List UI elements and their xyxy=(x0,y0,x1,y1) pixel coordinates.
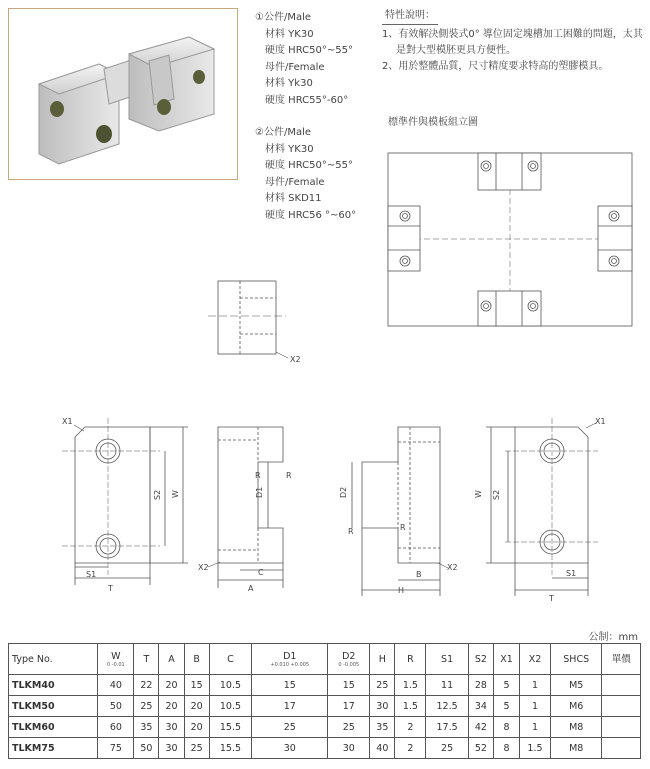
table-cell: 1.5 xyxy=(395,675,426,696)
col-price: 單價 xyxy=(602,644,641,675)
spec-line: 硬度 HRC50°~55° xyxy=(265,160,353,171)
table-cell: 8 xyxy=(493,717,519,738)
female-front-view-drawing xyxy=(486,418,598,596)
label-a: A xyxy=(248,584,254,593)
table-cell: 52 xyxy=(468,738,493,759)
female-side-view-drawing xyxy=(352,427,448,596)
table-cell: 11 xyxy=(426,675,469,696)
table-cell: 2 xyxy=(395,738,426,759)
table-cell: 20 xyxy=(184,696,209,717)
col-t: T xyxy=(134,644,159,675)
table-cell: 30 xyxy=(370,696,395,717)
table-cell: 15.5 xyxy=(209,738,252,759)
table-cell: 40 xyxy=(98,675,134,696)
table-cell xyxy=(602,738,641,759)
table-cell: 25 xyxy=(370,675,395,696)
table-cell: 34 xyxy=(468,696,493,717)
feature-item-2: 2、用於整體品質，尺寸精度要求特高的塑膠模具。 xyxy=(382,61,609,72)
col-x2: X2 xyxy=(520,644,551,675)
table-cell: 1 xyxy=(520,675,551,696)
table-cell: 25 xyxy=(184,738,209,759)
table-cell: 1.5 xyxy=(520,738,551,759)
table-cell: M8 xyxy=(550,717,602,738)
table-cell: 10.5 xyxy=(209,675,252,696)
label-r-female-1: R xyxy=(348,527,354,536)
label-b: B xyxy=(416,570,422,579)
label-d2: D2 xyxy=(339,486,348,498)
label-r-male-2: R xyxy=(286,471,292,480)
spec-line: 材料 SKD11 xyxy=(265,193,322,204)
label-x1-left: X1 xyxy=(62,417,73,426)
table-cell xyxy=(602,696,641,717)
table-cell: 17 xyxy=(328,696,370,717)
col-c: C xyxy=(209,644,252,675)
table-cell: 17 xyxy=(252,696,328,717)
male-front-view-drawing xyxy=(62,418,188,585)
table-cell: TLKM50 xyxy=(9,696,98,717)
table-cell: 25 xyxy=(252,717,328,738)
table-cell: 8 xyxy=(493,738,519,759)
label-t-left: T xyxy=(108,584,113,593)
table-cell: 17.5 xyxy=(426,717,469,738)
table-cell: 1.5 xyxy=(395,696,426,717)
col-a: A xyxy=(159,644,184,675)
table-row xyxy=(9,717,641,738)
table-cell: 30 xyxy=(252,738,328,759)
col-h: H xyxy=(370,644,395,675)
table-cell: 15 xyxy=(184,675,209,696)
table-cell: 40 xyxy=(370,738,395,759)
col-s2: S2 xyxy=(468,644,493,675)
features-title: 特性說明： xyxy=(382,8,438,25)
label-x2-male: X2 xyxy=(198,563,209,572)
spec-line: 硬度 HRC50°~55° xyxy=(265,45,353,56)
col-w: W 0 -0.01 xyxy=(98,644,134,675)
male-spec-title-2: ②公件/Male xyxy=(255,127,312,138)
table-cell: 25 xyxy=(328,717,370,738)
table-header-row xyxy=(9,644,641,675)
male-spec-title-1: ①公件/Male xyxy=(255,12,312,23)
table-cell: 5 xyxy=(493,675,519,696)
table-cell: 25 xyxy=(134,696,159,717)
label-s2-left: S2 xyxy=(153,489,162,500)
table-cell: M5 xyxy=(550,675,602,696)
unit-label: 公制：mm xyxy=(588,632,638,643)
spec-line: 材料 YK30 xyxy=(265,143,314,155)
col-d1: D1 +0.010 +0.005 xyxy=(252,644,328,675)
table-cell: 30 xyxy=(328,738,370,759)
table-cell: M6 xyxy=(550,696,602,717)
label-c: C xyxy=(258,568,264,577)
spec-line: 材料 Yk30 xyxy=(265,78,313,89)
col-s1: S1 xyxy=(426,644,469,675)
col-b: B xyxy=(184,644,209,675)
table-cell: TLKM75 xyxy=(9,738,98,759)
table-cell xyxy=(602,717,641,738)
table-cell: 15.5 xyxy=(209,717,252,738)
label-s2-right: S2 xyxy=(492,489,501,500)
table-cell: 42 xyxy=(468,717,493,738)
col-type: Type No. xyxy=(9,644,98,675)
table-cell: 30 xyxy=(159,717,184,738)
col-r: R xyxy=(395,644,426,675)
label-s1-left: S1 xyxy=(86,570,97,579)
table-cell: 20 xyxy=(159,696,184,717)
table-cell: 60 xyxy=(98,717,134,738)
table-cell: 2 xyxy=(395,717,426,738)
table-cell: 15 xyxy=(252,675,328,696)
spec-line: 母件/Female xyxy=(265,176,325,188)
table-row xyxy=(9,675,641,696)
label-r-male-1: R xyxy=(255,471,261,480)
table-cell: M8 xyxy=(550,738,602,759)
table-cell: 50 xyxy=(134,738,159,759)
label-x2-female: X2 xyxy=(447,563,458,572)
table-cell: TLKM40 xyxy=(9,675,98,696)
table-cell: 22 xyxy=(134,675,159,696)
table-cell: 20 xyxy=(159,675,184,696)
col-d2: D2 0 -0.005 xyxy=(328,644,370,675)
col-x1: X1 xyxy=(493,644,519,675)
table-row xyxy=(9,696,641,717)
male-side-view-drawing xyxy=(208,427,283,588)
label-w-right: W xyxy=(474,490,483,498)
label-h: H xyxy=(398,586,405,595)
label-r-female-2: R xyxy=(400,523,406,532)
table-cell: 1 xyxy=(520,717,551,738)
table-cell: 35 xyxy=(134,717,159,738)
spec-line: 硬度 HRC55°-60° xyxy=(265,94,349,106)
table-cell: 15 xyxy=(328,675,370,696)
table-cell: 35 xyxy=(370,717,395,738)
feature-item-1: 1、有效解決側裝式0° 導位固定塊槽加工困難的問題，太其是對大型模胚更具方便性。 xyxy=(382,29,643,56)
label-x1-right: X1 xyxy=(595,417,606,426)
col-shcs: SHCS xyxy=(550,644,602,675)
spec-line: 硬度 HRC56 °~60° xyxy=(265,209,357,221)
label-x2-top: X2 xyxy=(290,355,301,364)
table-cell: 75 xyxy=(98,738,134,759)
table-cell: 12.5 xyxy=(426,696,469,717)
table-cell: 1 xyxy=(520,696,551,717)
label-w-left: W xyxy=(171,490,180,498)
table-cell: 30 xyxy=(159,738,184,759)
table-cell: 10.5 xyxy=(209,696,252,717)
table-cell: 28 xyxy=(468,675,493,696)
table-cell: 5 xyxy=(493,696,519,717)
table-cell: 50 xyxy=(98,696,134,717)
spec-line: 材料 YK30 xyxy=(265,28,314,40)
top-view-drawing xyxy=(208,281,288,358)
table-row xyxy=(9,738,641,759)
table-cell: TLKM60 xyxy=(9,717,98,738)
assembly-plate-drawing xyxy=(388,153,632,326)
label-s1-right: S1 xyxy=(566,569,577,578)
table-cell xyxy=(602,675,641,696)
label-d1: D1 xyxy=(255,486,264,498)
table-cell: 25 xyxy=(426,738,469,759)
spec-line: 母件/Female xyxy=(265,61,325,73)
assembly-caption: 標準件與模板組立圖 xyxy=(388,117,478,128)
label-t-right: T xyxy=(549,594,554,603)
spec-table xyxy=(8,643,641,759)
table-cell: 20 xyxy=(184,717,209,738)
